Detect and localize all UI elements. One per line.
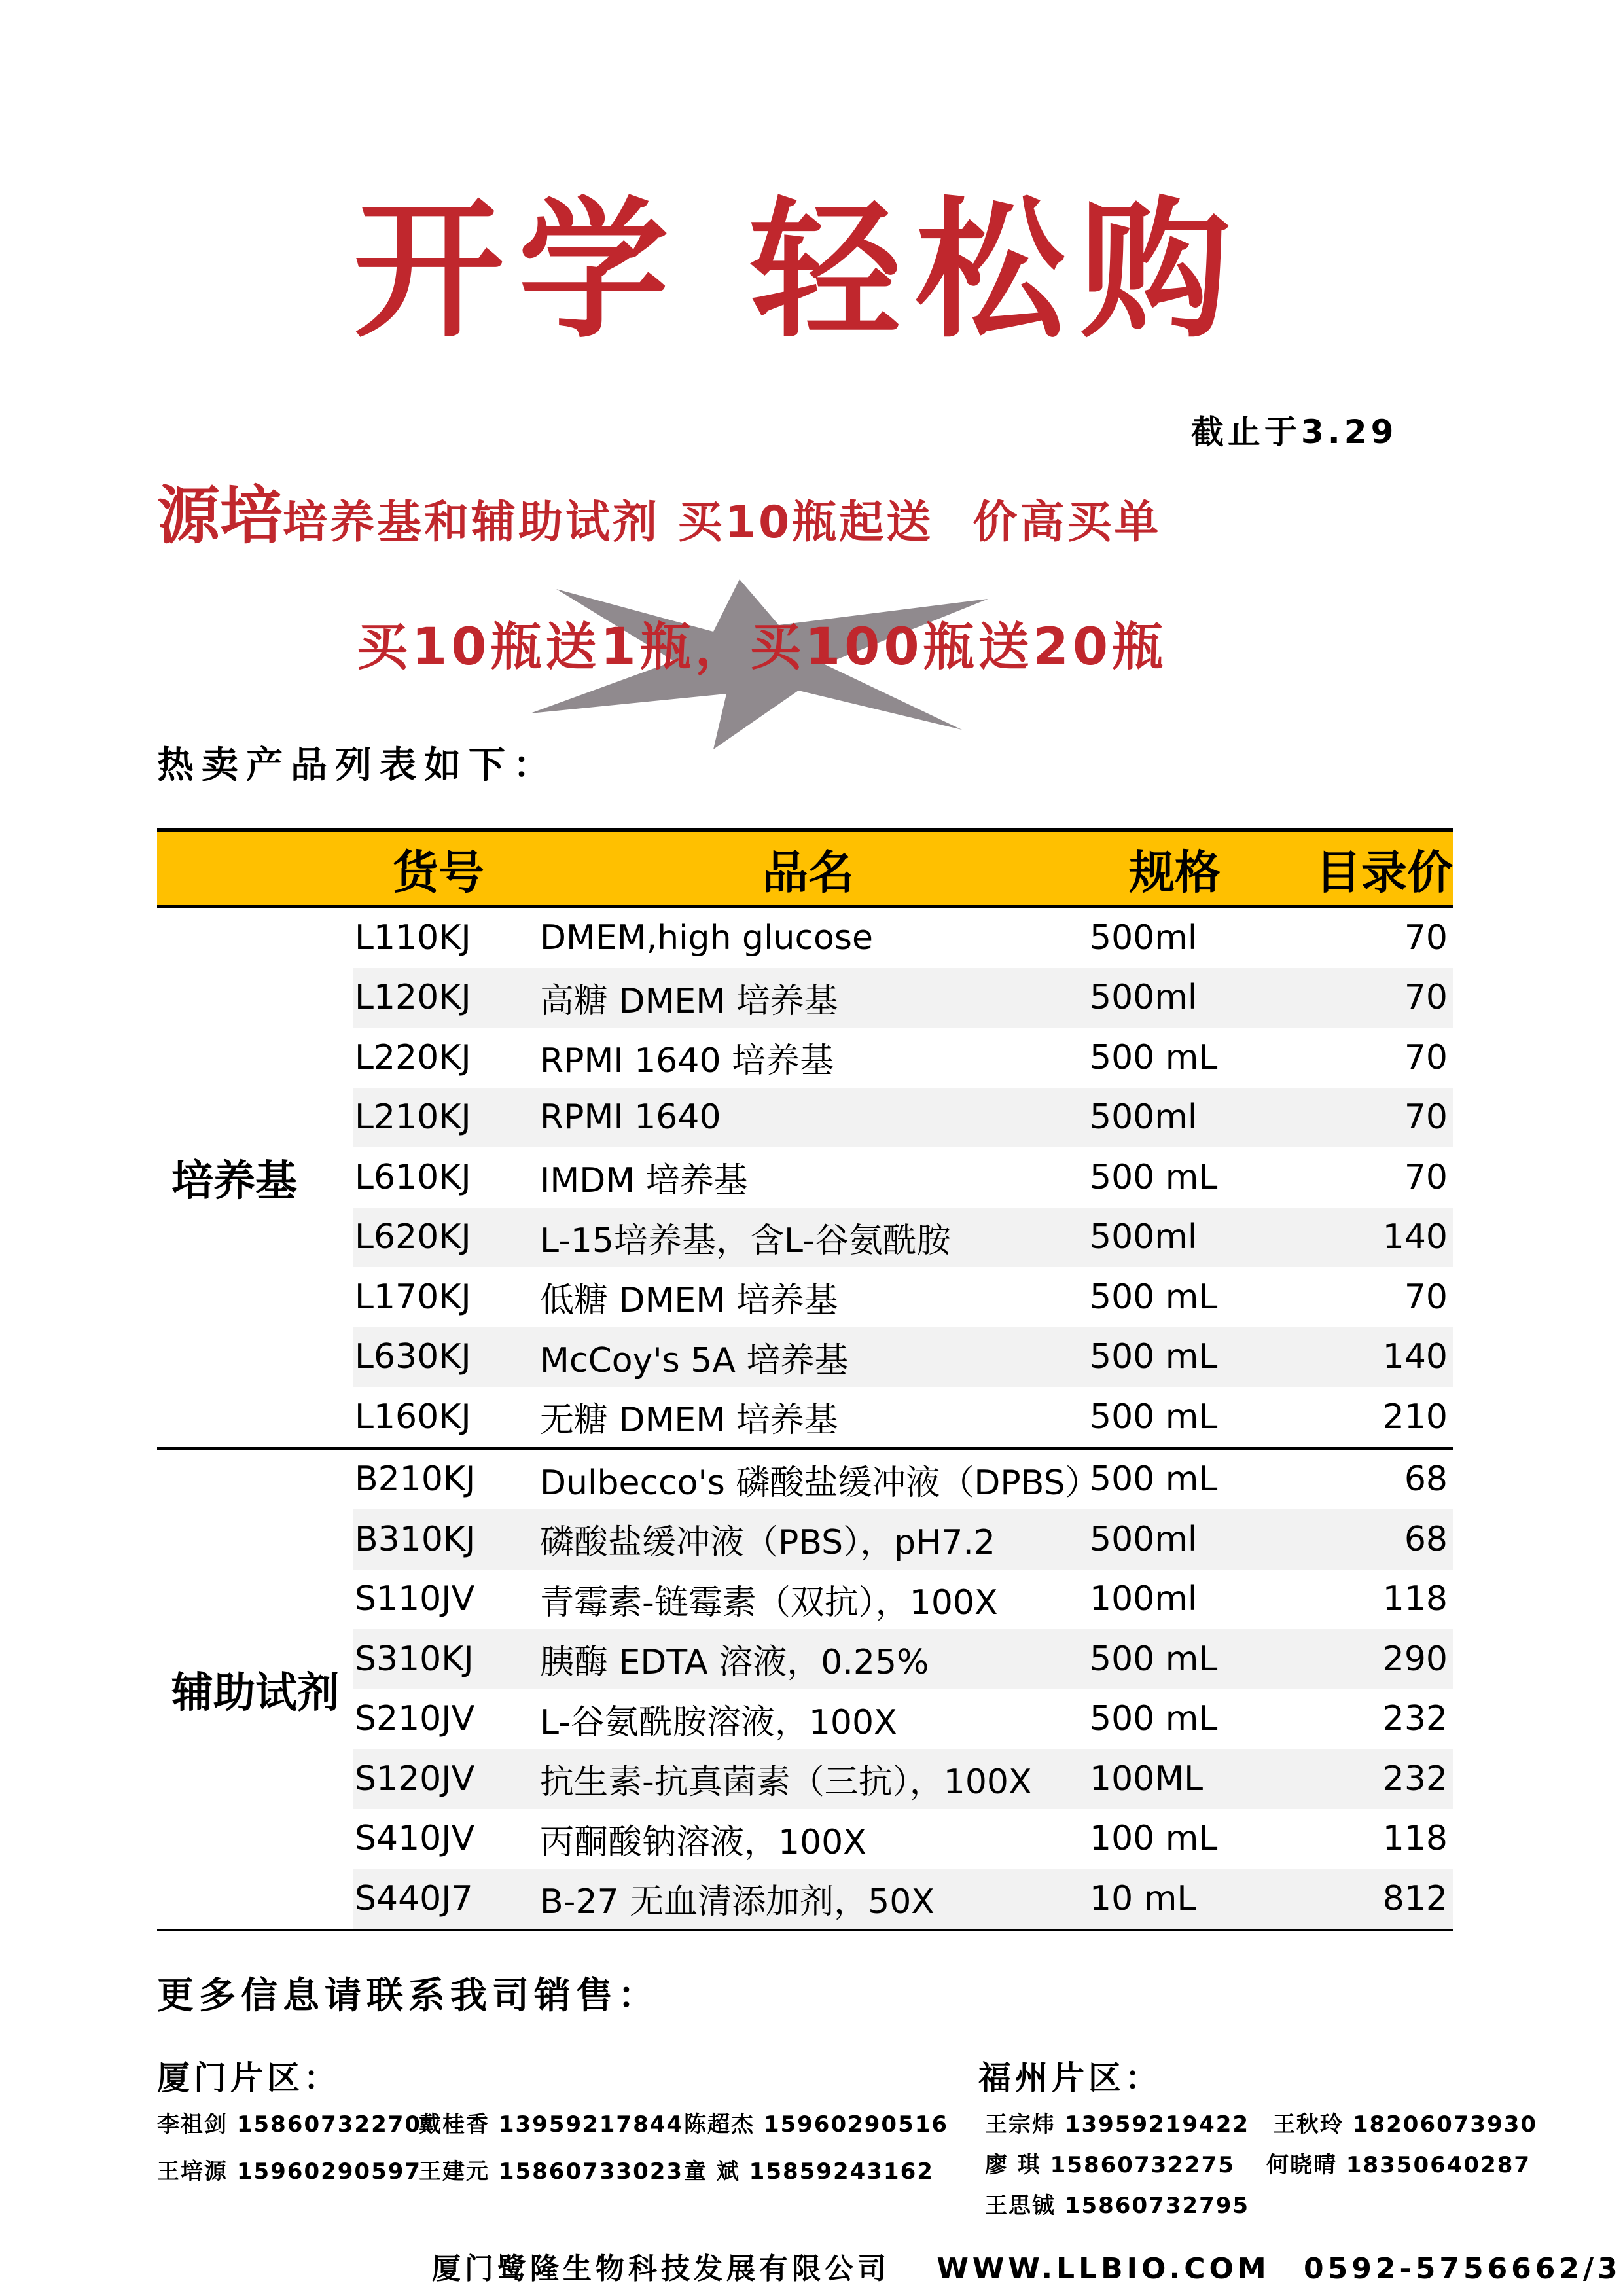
deadline-note: 截止于3.29: [1191, 413, 1398, 451]
product-name: RPMI 1640 培养基: [540, 1041, 834, 1081]
product-code: S110JV: [355, 1579, 475, 1619]
xiamen-contact-2: 戴桂香 13959217844: [419, 2111, 684, 2138]
product-price: 290: [1286, 1629, 1453, 1689]
product-name: L-谷氨酰胺溶液，100X: [540, 1702, 897, 1742]
product-price: 118: [1382, 1579, 1448, 1619]
product-price: 70: [1404, 1157, 1448, 1197]
footer: [432, 2245, 1622, 2287]
product-name: McCoy's 5A 培养基: [540, 1327, 1090, 1388]
product-spec: 500ml: [1090, 1208, 1286, 1268]
category-label: 辅助试剂: [157, 1448, 353, 1930]
product-code: L120KJ: [353, 968, 540, 1028]
product-price: 70: [1404, 1277, 1448, 1317]
product-name: 抗生素-抗真菌素（三抗），100X: [540, 1749, 1090, 1809]
product-price: 232: [1286, 1749, 1453, 1809]
product-name: Dulbecco's 磷酸盐缓冲液（DPBS）: [540, 1463, 1099, 1503]
footer-company: 厦门鹭隆生物科技发展有限公司: [432, 2252, 890, 2286]
product-spec: 500ml: [1090, 1088, 1286, 1148]
footer-phone: 0592-5756662/3: [1304, 2252, 1622, 2286]
product-name: 丙酮酸钠溶液，100X: [540, 1822, 866, 1862]
product-spec: 500 mL: [1090, 1699, 1218, 1739]
product-price: 140: [1286, 1208, 1453, 1268]
table-header-row: [157, 830, 1453, 906]
product-price: 118: [1382, 1819, 1448, 1859]
table-row: [157, 906, 1453, 968]
product-price: 70: [1404, 1037, 1448, 1077]
product-spec: 500 mL: [1090, 1387, 1286, 1448]
contact-heading: 更多信息请联系我司销售：: [157, 1975, 660, 2017]
product-spec: 10 mL: [1090, 1869, 1286, 1930]
product-price: 210: [1286, 1387, 1453, 1448]
promo-offer: 培养基和辅助试剂 买10瓶起送: [283, 497, 934, 548]
product-code: S210JV: [355, 1699, 475, 1739]
product-spec: 500ml: [1090, 1509, 1286, 1570]
fuzhou-contact-1: 王宗炜 13959219422: [985, 2111, 1250, 2138]
product-price: 70: [1286, 968, 1453, 1028]
product-price: 140: [1286, 1327, 1453, 1388]
column-header-price: 目录价: [1286, 830, 1453, 906]
promo-line-2: 买10瓶送1瓶，买100瓶送20瓶: [357, 618, 1168, 677]
product-name: 高糖 DMEM 培养基: [540, 968, 1090, 1028]
fuzhou-contact-4: 何晓晴 18350640287: [1266, 2152, 1531, 2178]
fuzhou-region-heading: 福州片区：: [978, 2059, 1162, 2097]
product-code: B210KJ: [355, 1460, 476, 1499]
product-name: RPMI 1640: [540, 1088, 1090, 1148]
product-spec: 100ml: [1090, 1579, 1198, 1619]
product-code: L170KJ: [355, 1277, 471, 1317]
xiamen-contact-4: 王培源 15960290597: [157, 2159, 422, 2185]
product-table-body: [157, 906, 1453, 1930]
product-spec: 100ML: [1090, 1749, 1286, 1809]
product-price: 232: [1382, 1699, 1448, 1739]
product-price: 68: [1404, 1460, 1448, 1499]
product-code: L210KJ: [353, 1088, 540, 1148]
product-code: S410JV: [355, 1819, 475, 1859]
product-price: 812: [1286, 1869, 1453, 1930]
product-code: L620KJ: [353, 1208, 540, 1268]
promo-line-1: [157, 479, 1162, 552]
product-spec: 500 mL: [1090, 1460, 1218, 1499]
product-price: 70: [1404, 918, 1448, 958]
product-name: DMEM,high glucose: [540, 918, 873, 958]
product-code: L160KJ: [353, 1387, 540, 1448]
product-spec: 500 mL: [1090, 1327, 1286, 1388]
column-header-code: 货号: [353, 830, 540, 906]
product-name: B-27 无血清添加剂，50X: [540, 1869, 1090, 1930]
product-code: B310KJ: [353, 1509, 540, 1570]
product-code: L110KJ: [355, 918, 471, 958]
product-name: 低糖 DMEM 培养基: [540, 1281, 838, 1321]
product-code: S310KJ: [353, 1629, 540, 1689]
product-code: L630KJ: [353, 1327, 540, 1388]
table-row: [157, 1448, 1453, 1510]
product-spec: 500 mL: [1090, 1277, 1218, 1317]
product-name: 胰酶 EDTA 溶液，0.25%: [540, 1629, 1090, 1689]
promo-price-match: 价高买单: [972, 497, 1162, 548]
product-spec: 100 mL: [1090, 1819, 1218, 1859]
xiamen-contact-3: 陈超杰 15960290516: [684, 2111, 949, 2138]
xiamen-contact-6: 童 斌 15859243162: [684, 2159, 934, 2185]
product-code: L220KJ: [355, 1037, 471, 1077]
column-header-spec: 规格: [1090, 830, 1286, 906]
product-price: 70: [1286, 1088, 1453, 1148]
product-code: L610KJ: [355, 1157, 471, 1197]
product-table: [157, 828, 1453, 1931]
xiamen-contact-5: 王建元 15860733023: [419, 2159, 684, 2185]
product-name: IMDM 培养基: [540, 1161, 748, 1201]
product-name: 磷酸盐缓冲液（PBS），pH7.2: [540, 1509, 1090, 1570]
brand-name: 源培: [157, 479, 283, 552]
product-code: S120JV: [353, 1749, 540, 1809]
xiamen-region-heading: 厦门片区：: [157, 2059, 340, 2097]
product-name: 无糖 DMEM 培养基: [540, 1387, 1090, 1448]
fuzhou-contact-5: 王思铖 15860732795: [985, 2193, 1250, 2219]
category-label: 培养基: [157, 906, 353, 1448]
product-name: L-15培养基，含L-谷氨酰胺: [540, 1208, 1090, 1268]
product-list-intro: 热卖产品列表如下：: [157, 744, 558, 787]
product-price: 68: [1286, 1509, 1453, 1570]
page-title: 开学 轻松购: [353, 184, 1245, 359]
fuzhou-contact-2: 王秋玲 18206073930: [1273, 2111, 1538, 2138]
product-code: S440J7: [353, 1869, 540, 1930]
product-spec: 500 mL: [1090, 1629, 1286, 1689]
product-spec: 500ml: [1090, 918, 1198, 958]
footer-website: WWW.LLBIO.COM: [936, 2252, 1270, 2286]
column-header-name: 品名: [540, 830, 1090, 906]
product-spec: 500ml: [1090, 968, 1286, 1028]
product-spec: 500 mL: [1090, 1157, 1218, 1197]
product-name: 青霉素-链霉素（双抗），100X: [540, 1583, 998, 1623]
fuzhou-contact-3: 廖 琪 15860732275: [985, 2152, 1235, 2178]
xiamen-contact-1: 李祖剑 15860732270: [157, 2111, 422, 2138]
product-spec: 500 mL: [1090, 1037, 1218, 1077]
